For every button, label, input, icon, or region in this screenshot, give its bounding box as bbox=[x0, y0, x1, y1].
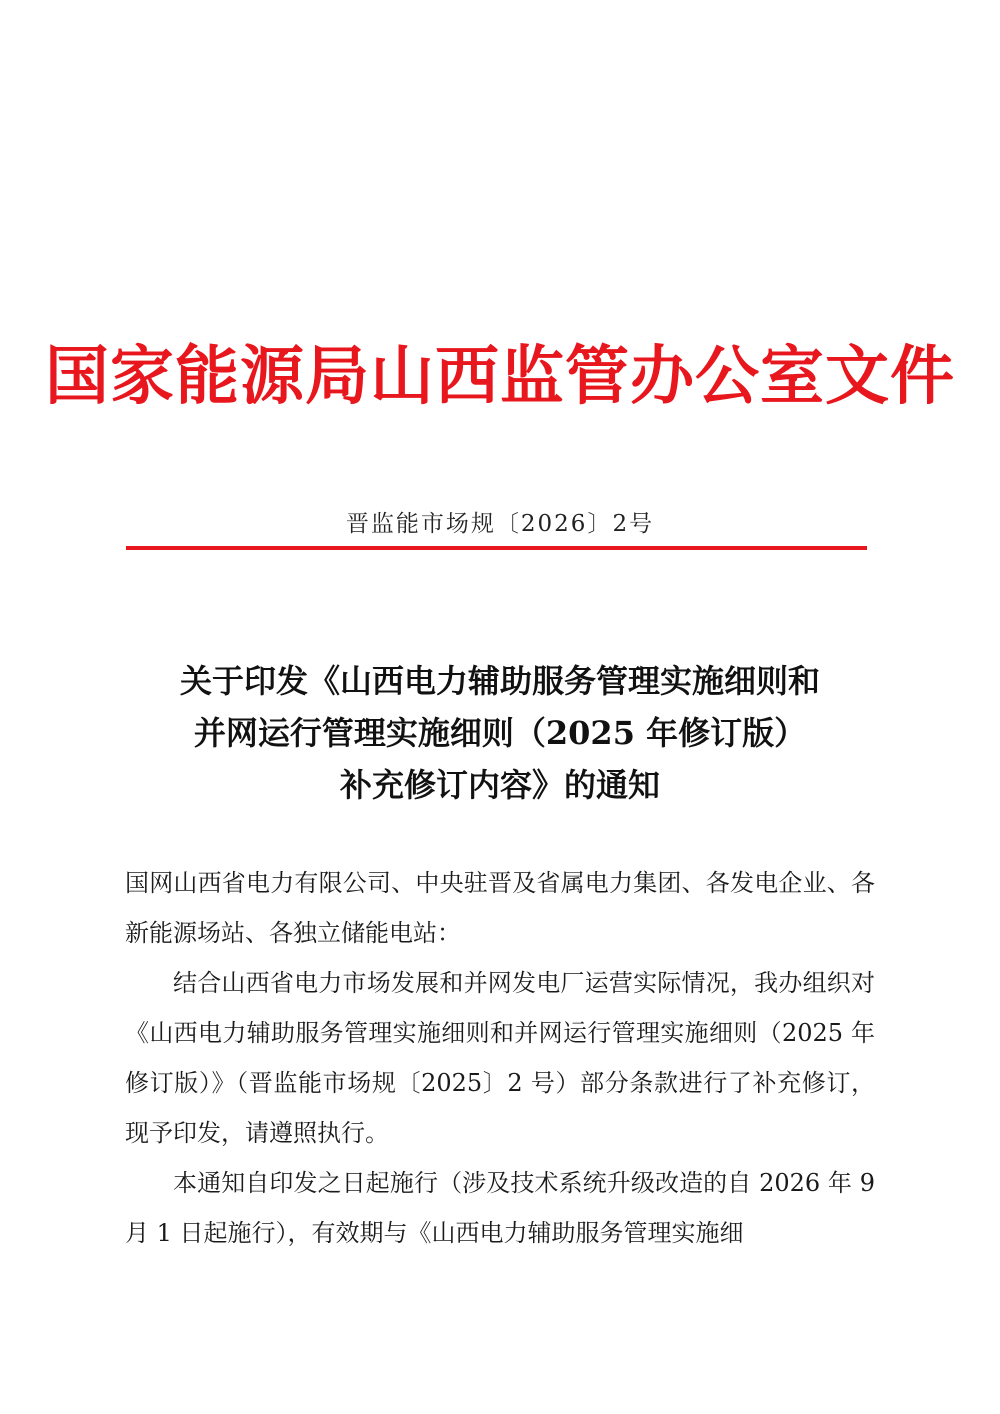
document-number: 晋监能市场规〔2026〕2号 bbox=[345, 511, 655, 537]
notice-title-line-1: 关于印发《山西电力辅助服务管理实施细则和 bbox=[179, 662, 820, 700]
notice-title-line-3: 补充修订内容》的通知 bbox=[339, 766, 660, 804]
body-paragraph-1: 结合山西省电力市场发展和并网发电厂运营实际情况，我办组织对《山西电力辅助服务管理实施细则和并网运行管理实施细则（2025 年修订版）》（晋监能市场规〔2025〕2 号）部分条款进行了补充修订，现予印发，请遵照执行。 bbox=[125, 969, 875, 1147]
notice-title bbox=[0, 655, 1000, 811]
red-divider-line bbox=[126, 546, 867, 550]
body-paragraph-2: 本通知自印发之日起施行（涉及技术系统升级改造的自 2026 年 9 月 1 日起施行），有效期与《山西电力辅助服务管理实施细 bbox=[125, 1169, 875, 1247]
notice-body bbox=[125, 858, 875, 1258]
addressees: 国网山西省电力有限公司、中央驻晋及省属电力集团、各发电企业、各新能源场站、各独立储能电站： bbox=[125, 869, 875, 947]
notice-title-line-2: 并网运行管理实施细则（2025 年修订版） bbox=[193, 714, 807, 752]
issuing-authority-title: 国家能源局山西监管办公室文件 bbox=[45, 339, 955, 414]
